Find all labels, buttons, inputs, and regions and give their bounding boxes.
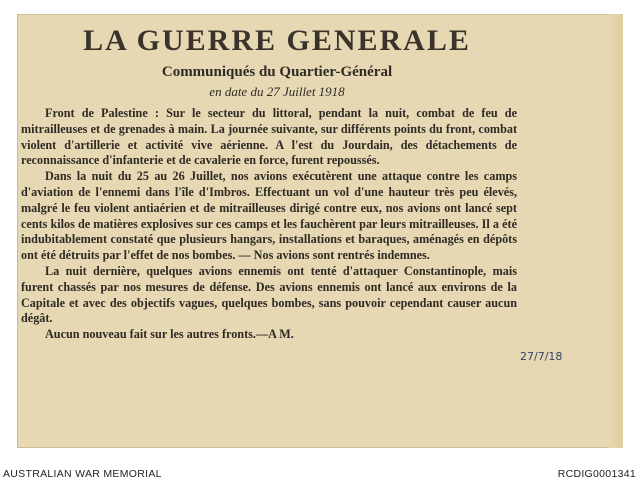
institution-label: AUSTRALIAN WAR MEMORIAL	[3, 468, 162, 480]
subtitle: Communiqués du Quartier-Général	[161, 64, 393, 80]
paragraph-closing: Aucun nouveau fait sur les autres fronts.—A M.	[45, 327, 294, 342]
paragraph-palestine: Front de Palestine : Sur le secteur du littoral, pendant la nuit, combat de feu de mitrailleuses et de grenades à main. La journée suivante, sur différents points du front, combat violent d'artillerie et activité vive aérienne. A l'est du Jourdain, des détachements de reconnaissance d'infanterie et de cavalerie en force, furent repoussés.	[21, 106, 517, 168]
handwritten-date-note: 27/7/18	[520, 350, 563, 363]
torn-edge	[609, 14, 623, 448]
dateline: en date du 27 Juillet 1918	[209, 84, 345, 99]
headline: LA GUERRE GENERALE	[83, 24, 471, 57]
newspaper-clipping	[17, 14, 623, 448]
paragraph-imbros-raid: Dans la nuit du 25 au 26 Juillet, nos avions exécutèrent une attaque contre les camps d'aviation de l'ennemi dans l'île d'Imbros. Effectuant un vol d'une hauteur très peu élevés, malgré le feu violent antiaérien et de mitrailleuses dirigé contre eux, nos avions ont lancé sept cents kilos de matières explosives sur ces camps et les fauchèrent par leurs mitrailleuses. Il a été indubitablement constaté que plusieurs hangars, installations et baraques, aménagés en dépôts ont été détruits par l'effet de nos bombes. — Nos avions sont rentrés indemnes.	[21, 169, 517, 263]
archive-footer	[0, 465, 640, 483]
paragraph-constantinople: La nuit dernière, quelques avions ennemis ont tenté d'attaquer Constantinople, mais furent chassés par nos mesures de défense. Des avions ennemis ont lancé aux environs de la Capitale et avec des objectifs vagues, quelques bombes, sans pouvoir cependant causer aucun dégât.	[21, 263, 517, 326]
article-body	[21, 106, 517, 343]
reference-id: RCDIG0001341	[557, 468, 636, 480]
